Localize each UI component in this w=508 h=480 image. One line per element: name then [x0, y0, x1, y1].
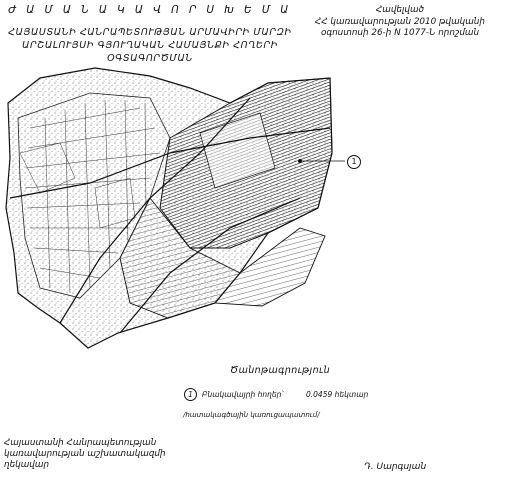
legend-label: Բնակավայրի հողեր՝: [202, 390, 284, 399]
approval-annex: [294, 5, 506, 40]
scheme-title: Ժ Ա Մ Ա Ն Ա Կ Ա Վ Ո Ր Ս Խ Ե Մ Ա: [8, 4, 292, 16]
legend-value: 0.0459 հեկտար: [306, 390, 369, 399]
subtitle-line: ՀԱՅԱՍՏԱՆԻ ՀԱՆՐԱՊԵՏՈՒԹՅԱՆ ԱՐՄԱՎԻՐԻ ՄԱՐԶԻ: [8, 27, 292, 38]
legend-item: [184, 388, 384, 402]
signatory-position-line: ղեկավար: [4, 460, 50, 470]
subtitle-line: ՕԳՏԱԳՈՐԾՄԱՆ: [107, 53, 193, 64]
legend-title: Ծանոթագրություն: [230, 365, 331, 376]
signatory-position-line: կառավարության աշխատակազմի: [4, 449, 166, 459]
signatory-position: [4, 438, 166, 471]
approval-line: օգոստոսի 26-ի N 1077-Ն որոշման: [320, 28, 480, 38]
approval-line: Հավելված: [375, 5, 425, 15]
signatory-name: Դ. Սարգսյան: [364, 462, 427, 472]
legend-note: /հատակագծային կառուցապատում/: [183, 411, 320, 419]
approval-line: ՀՀ կառավարության 2010 թվականի: [315, 16, 485, 27]
plot-marker: 1: [347, 155, 361, 169]
subtitle-line: ԱՐՇԱԼՈՒՅՍԻ ԳՅՈՒՂԱԿԱՆ ՀԱՄԱՅՆՔԻ ՀՈՂԵՐԻ: [22, 40, 278, 51]
cadastral-map: [0, 58, 345, 363]
legend-marker: 1: [184, 388, 197, 401]
signatory-position-line: Հայաստանի Հանրապետության: [4, 438, 157, 448]
